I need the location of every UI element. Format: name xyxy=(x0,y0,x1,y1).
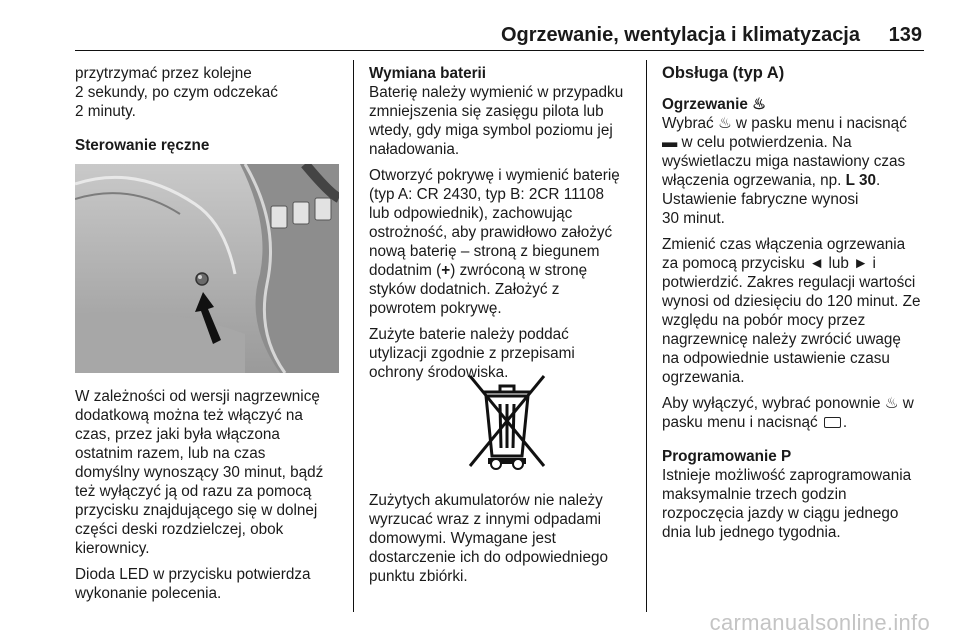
steering-column-photo xyxy=(75,164,339,373)
header-rule xyxy=(75,50,924,51)
battery-paragraph-1: Baterię należy wymienić w przypadku zmniejszenia się zasięgu pilota lub wtedy, gdy miga symbol poziomu jej naładowania. xyxy=(369,84,624,158)
display-value: L 30 xyxy=(845,172,877,189)
column-2-lower xyxy=(369,491,641,593)
heading-battery-replacement: Wymiana baterii xyxy=(369,65,487,82)
led-paragraph: Dioda LED w przycisku potwierdza wykonanie polecenia. xyxy=(75,566,311,602)
column-divider-2 xyxy=(646,60,647,612)
heating-paragraph-2: Zmienić czas włączenia ogrzewania za pomocą przycisku ◄ lub ► i potwierdzić. Zakres regulacji wartości wynosi od dziesięciu do 120 minut. Ze względu na pobór mocy przez nagrzewnicę należy zwrócić uwagę na odpowiednie ustawienie czasu ogrzewania. xyxy=(662,236,921,386)
programming-paragraph: Istnieje możliwość zaprogramowania maksymalnie trzech godzin rozpoczęcia jazdy w ciągu jednego dnia lub jednego tygodnia. xyxy=(662,467,912,541)
heating-icon: ♨ xyxy=(717,115,732,132)
heating-icon: ♨ xyxy=(752,96,766,113)
crossed-out-bin-icon xyxy=(448,370,566,476)
manual-control-paragraph: W zależności od wersji nagrzewnicę dodatkową można też włączyć na czas, przez jaki była włączona ostatnim razem, lub na czas domyślny wynoszący 30 minut, bądź też wyłączyć ją od razu za pomocą przycisku znajdującego się w dolnej części deski rozdzielczej, obok kierownicy. xyxy=(75,388,324,557)
column-1 xyxy=(75,64,347,155)
heating-paragraph-3: Aby wyłączyć, wybrać ponownie ♨ w pasku menu i nacisnąć . xyxy=(662,395,914,431)
continuation-paragraph: przytrzymać przez kolejne 2 sekundy, po czym odczekać 2 minuty. xyxy=(75,65,278,120)
column-1-lower xyxy=(75,387,347,610)
right-arrow-icon: ► xyxy=(853,255,869,272)
heating-paragraph-1: Wybrać ♨ w pasku menu i nacisnąć ▬ w celu potwierdzenia. Na wyświetlaczu miga nastawiony czas włączenia ogrzewania, np. L 30. Ustawienie fabryczne wynosi 30 minut. xyxy=(662,115,907,227)
heading-heating: Ogrzewanie ♨ xyxy=(662,96,766,113)
battery-disposal-paragraph: Zużytych akumulatorów nie należy wyrzucać wraz z innymi odpadami domowymi. Wymagane jest dostarczenie ich do odpowiedniego punktu zbiórki. xyxy=(369,492,608,585)
heading-operation-type-a: Obsługa (typ A) xyxy=(662,64,785,82)
left-arrow-icon: ◄ xyxy=(809,255,825,272)
battery-paragraph-2: Otworzyć pokrywę i wymienić baterię (typ A: CR 2430, typ B: 2CR 11108 lub odpowiednik), zachowując ostrożność, aby prawidłowo założyć nową baterię – stroną z biegunem dodatnim (+) zwróconą w stronę styków dodatnich. Założyć z powrotem pokrywę. xyxy=(369,167,620,317)
dashboard-button-icon xyxy=(824,417,841,428)
battery-paragraph-3: Zużyte baterie należy poddać utylizacji zgodnie z przepisami ochrony środowiska. xyxy=(369,326,575,381)
heating-icon: ♨ xyxy=(884,395,899,412)
heading-manual-control: Sterowanie ręczne xyxy=(75,137,210,154)
column-divider-1 xyxy=(353,60,354,612)
column-3 xyxy=(662,64,934,549)
watermark: carmanualsonline.info xyxy=(709,610,930,635)
page-header-title: Ogrzewanie, wentylacja i klimatyzacja xyxy=(500,24,860,46)
confirm-button-icon: ▬ xyxy=(662,134,678,151)
column-2 xyxy=(369,64,641,389)
heading-programming: Programowanie P xyxy=(662,448,792,465)
page-number: 139 xyxy=(888,24,922,46)
plus-icon: + xyxy=(441,262,451,279)
